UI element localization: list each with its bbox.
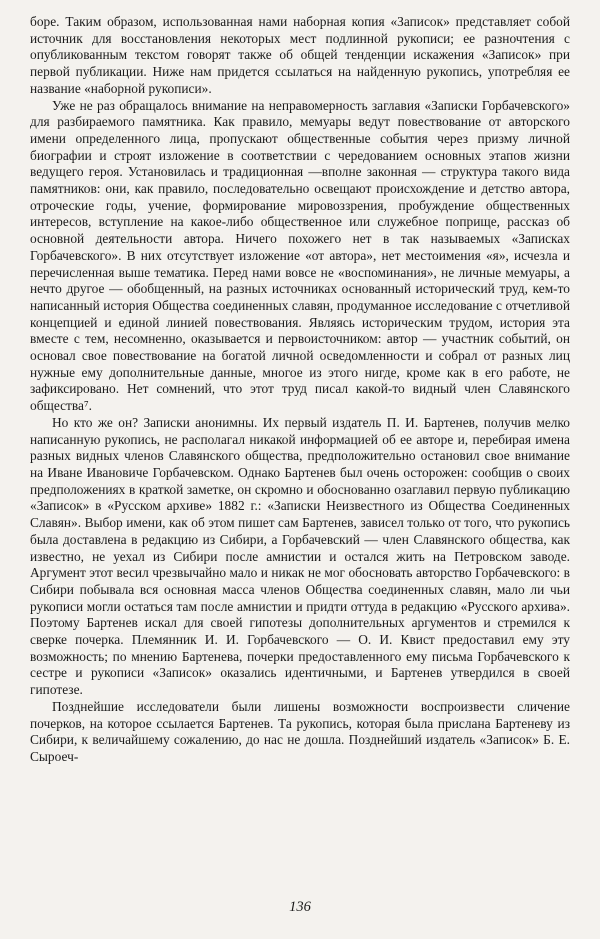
paragraph-bartenev: Но кто же он? Записки анонимны. Их первый издатель П. И. Бартенев, получив мелко написанную рукопись, не располагал никакой информацией об ее авторе и, перебирая имена разных видных членов Славянского общества, предположительно остановил свое внимание на Иване Ивановиче Горбачевском. Однако Бартенев был очень осторожен: сообщив о своих предположениях в краткой заметке, он скромно и обоснованно озаглавил первую публикацию «Записок» в «Русском архиве» 1882 г.: «Записки Неизвестного из Общества Соединенных Славян». Выбор имени, как об этом пишет сам Бартенев, зависел только от того, что рукопись была доставлена в редакцию из Сибири, а Горбачевский — член Славянского общества, как известно, не уехал из Сибири после амнистии и остался жить на Петровском заводе. Аргумент этот весил чрезвычайно мало и никак не мог обосновать авторство Горбачевского: в Сибири побывала вся основная масса членов Общества соединенных славян, мало ли чьи рукописи могли остаться там после амнистии и придти оттуда в редакцию «Русского архива». Поэтому Бартенев искал для своей гипотезы дополнительных аргументов и стремился к сверке почерка. Племянник И. И. Горбачевского — О. И. Квист предоставил ему эту возможность; по мнению Бартенева, почерки предоставленного ему письма Горбачевского к сестре и рукописи «Записок» оказались идентичными, и Бартенев утвердился в своей гипотезе. xyxy=(30,414,570,698)
paragraph-later-researchers: Позднейшие исследователи были лишены возможности воспроизвести сличение почерков, на которое ссылается Бартенев. Та рукопись, которая была прислана Бартеневу из Сибири, к величайшему сожалению, до нас не дошла. Позднейший издатель «Записок» Б. Е. Сыроеч- xyxy=(30,698,570,764)
book-page xyxy=(30,14,570,924)
paragraph-title-critique: Уже не раз обращалось внимание на неправомерность заглавия «Записки Горбачевского» для разбираемого памятника. Как правило, мемуары ведут повествование от авторского имени определенного лица, пропускают общественные события через призму личной биографии и строят изложение в соответствии с чередованием основных этапов жизни ведущего героя. Установилась и традиционная —вполне законная — структура такого вида памятников: они, как правило, последовательно освещают происхождение и детство автора, отроческие годы, учение, формирование мировоззрения, пробуждение общественных интересов, вступление на какое-либо общественное или служебное поприще, рассказ об основной деятельности автора. Ничего похожего нет в так называемых «Записках Горбачевского». В них отсутствует изложение «от автора», нет местоимения «я», исчезла и перечисленная выше тематика. Перед нами вовсе не «воспоминания», не личные мемуары, а нечто другое — обобщенный, на разных источниках основанный исторический труд, кем-то написанный история Общества соединенных славян, продуманное исследование с отчетливой концепцией и единой линией повествования. Являясь историческим трудом, история эта вместе с тем, несомненно, оказывается и первоисточником: автор — участник событий, он основал свое повествование на богатой личной осведомленности и собрал от разных лиц нужные ему дополнительные данные, многое из этого нигде, кроме как в его работе, не зафиксировано. Нет сомнений, что этот труд писал какой-то видный член Славянского общества⁷. xyxy=(30,97,570,414)
paragraph-continuation: боре. Таким образом, использованная нами наборная копия «Записок» представляет собой источник для восстановления некоторых мест подлинной рукописи; ее разночтения с опубликованным текстом говорят также об общей тенденции искажения «Записок» при первой публикации. Ниже нам придется ссылаться на найденную рукопись, употребляя ее название «наборной рукописи». xyxy=(30,14,570,96)
page-number: 136 xyxy=(289,899,311,916)
